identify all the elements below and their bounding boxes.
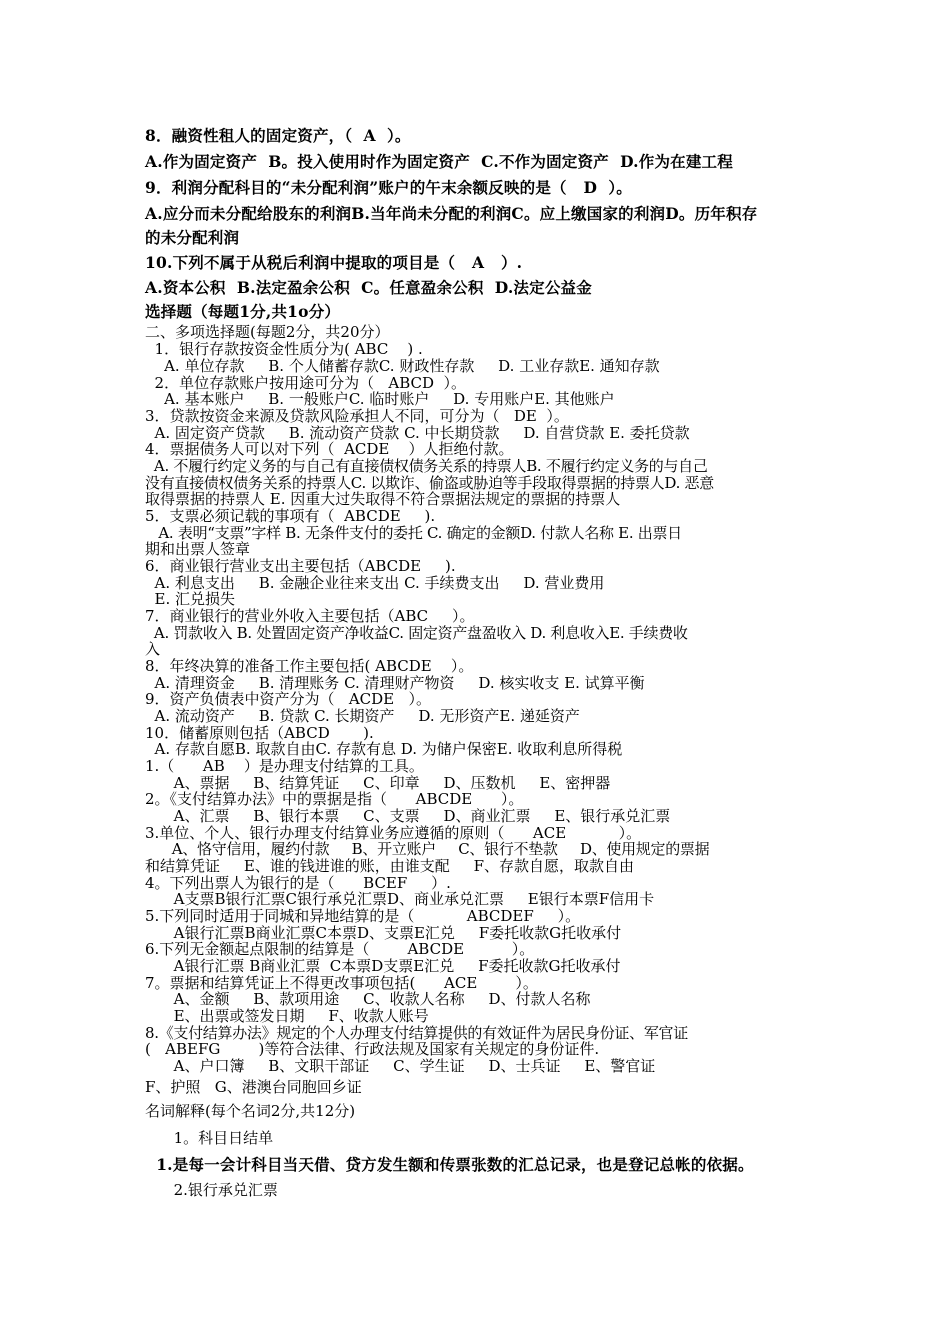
- text-line: A、汇票 B、银行本票 C、支票 D、商业汇票 E、银行承兑汇票: [145, 807, 671, 825]
- term-2: 2.银行承兑汇票: [145, 1181, 278, 1199]
- section-heading-choice: 选择题（每题1分,共1o分）: [145, 302, 341, 321]
- q8-options: A.作为固定资产 B。投入使用时作为固定资产 C.不作为固定资产 D.作为在建工程: [145, 152, 733, 171]
- text-line: A银行汇票 B商业汇票 C本票D支票E汇兑 F委托收款G托收承付: [145, 957, 621, 975]
- text-line: A. 清理资金 B. 清理账务 C. 清理财产物资 D. 核实收支 E. 试算平衡: [145, 674, 645, 692]
- text-line: 1.（ AB ）是办理支付结算的工具。: [145, 757, 424, 775]
- text-line: 2。《支付结算办法》中的票据是指（ ABCDE ）。: [145, 790, 524, 808]
- text-line: 8.《支付结算办法》规定的个人办理支付结算提供的有效证件为居民身份证、军官证: [145, 1024, 688, 1042]
- text-line: A. 基本账户 B. 一般账户C. 临时账户 D. 专用账户E. 其他账户: [145, 390, 615, 408]
- text-line: 7。票据和结算凭证上不得更改事项包括( ACE ）。: [145, 974, 538, 992]
- text-line: A. 利息支出 B. 金融企业往来支出 C. 手续费支出 D. 营业费用: [145, 574, 605, 592]
- q9-options-2: 的未分配利润: [145, 228, 240, 247]
- text-line: 6.下列无金额起点限制的结算是（ ABCDE ）。: [145, 940, 535, 958]
- q10-options: A.资本公积 B.法定盈余公积 C。任意盈余公积 D.法定公益金: [145, 278, 592, 297]
- question-9: 9．利润分配科目的“未分配利润”账户的午末余额反映的是（ D ）。: [145, 178, 632, 197]
- text-line: 7．商业银行的营业外收入主要包括（ABC ）。: [145, 607, 475, 625]
- question-8: 8．融资性租人的固定资产，（ A ）。: [145, 126, 411, 145]
- text-line: 5.下列同时适用于同城和异地结算的是（ ABCDEF ）。: [145, 907, 581, 925]
- text-line: E. 汇兑损失: [145, 590, 236, 608]
- text-line: 取得票据的持票人 E. 因重大过失取得不符合票据法规定的票据的持票人: [145, 490, 621, 508]
- text-line: 没有直接债权债务关系的持票人C. 以欺诈、偷盗或胁迫等手段取得票据的持票人D. 恶意: [145, 474, 714, 492]
- text-line: 3．贷款按资金来源及贷款风险承担人不同，可分为（ DE ）。: [145, 407, 569, 425]
- text-line: A. 流动资产 B. 贷款 C. 长期资产 D. 无形资产E. 递延资产: [145, 707, 580, 725]
- text-line: 2．单位存款账户按用途可分为（ ABCD ）。: [145, 374, 467, 392]
- text-line: A. 存款自愿B. 取款自由C. 存款有息 D. 为储户保密E. 收取利息所得税: [145, 740, 623, 758]
- text-line: A、金额 B、款项用途 C、收款人名称 D、付款人名称: [145, 990, 591, 1008]
- text-line: 期和出票人签章: [145, 540, 251, 558]
- text-line: A、恪守信用，履约付款 B、开立账户 C、银行不垫款 D、使用规定的票据: [145, 840, 710, 858]
- text-line: 和结算凭证 E、谁的钱进谁的账，由谁支配 F、存款自愿，取款自由: [145, 857, 635, 875]
- question-10: 10.下列不属于从税后利润中提取的项目是（ A ）.: [145, 253, 523, 272]
- text-line: 6．商业银行营业支出主要包括（ABCDE ).: [145, 557, 456, 575]
- section-heading-terms: 名词解释(每个名词2分,共12分): [145, 1102, 356, 1120]
- text-line: 4．票据债务人可以对下列（ ACDE ）人拒绝付款。: [145, 440, 514, 458]
- text-line: 4。下列出票人为银行的是（ BCEF ）.: [145, 874, 451, 892]
- text-line: A. 单位存款 B. 个人储蓄存款C. 财政性存款 D. 工业存款E. 通知存款: [145, 357, 660, 375]
- term-1: 1。科目日结单: [145, 1129, 274, 1147]
- term-1-definition: 1.是每一会计科目当天借、贷方发生额和传票张数的汇总记录，也是登记总帐的依据。: [145, 1155, 754, 1174]
- text-line: A. 罚款收入 B. 处置固定资产净收益C. 固定资产盘盈收入 D. 利息收入E. 手续费收: [145, 624, 688, 642]
- text-line: F、护照 G、港澳台同胞回乡证: [145, 1078, 362, 1096]
- text-line: 1．银行存款按资金性质分为( ABC ) .: [145, 340, 423, 358]
- text-line: A支票B银行汇票C银行承兑汇票D、商业承兑汇票 E银行本票F信用卡: [145, 890, 655, 908]
- text-line: 8．年终决算的准备工作主要包括( ABCDE ）。: [145, 657, 474, 675]
- text-line: A银行汇票B商业汇票C本票D、支票E汇兑 F委托收款G托收承付: [145, 924, 622, 942]
- text-line: A. 不履行约定义务的与自己有直接债权债务关系的持票人B. 不履行约定义务的与自己: [145, 457, 708, 475]
- text-line: 10．储蓄原则包括（ABCD ).: [145, 724, 374, 742]
- text-line: A. 固定资产贷款 B. 流动资产贷款 C. 中长期贷款 D. 自营贷款 E. 委托贷款: [145, 424, 690, 442]
- text-line: E、出票或签发日期 F、收款人账号: [145, 1007, 429, 1025]
- q9-options-1: A.应分而未分配给股东的利润B.当年尚未分配的利润C。应上缴国家的利润D。历年积存: [145, 204, 758, 223]
- text-line: 3.单位、个人、银行办理支付结算业务应遵循的原则（ ACE ）。: [145, 824, 642, 842]
- text-line: A、票据 B、结算凭证 C、印章 D、压数机 E、密押器: [145, 774, 611, 792]
- text-line: A、户口簿 B、文职干部证 C、学生证 D、士兵证 E、警官证: [145, 1057, 656, 1075]
- text-line: ( ABEFG )等符合法律、行政法规及国家有关规定的身份证件.: [145, 1040, 600, 1058]
- text-line: 入: [145, 640, 161, 658]
- text-line: A. 表明“支票”字样 B. 无条件支付的委托 C. 确定的金额D. 付款人名称 E. 出票日: [145, 524, 682, 542]
- section-heading-multi: 二、多项选择题(每题2分，共20分）: [145, 323, 390, 341]
- text-line: 9．资产负债表中资产分为（ ACDE ）。: [145, 690, 431, 708]
- text-line: 5．支票必须记载的事项有（ ABCDE ).: [145, 507, 436, 525]
